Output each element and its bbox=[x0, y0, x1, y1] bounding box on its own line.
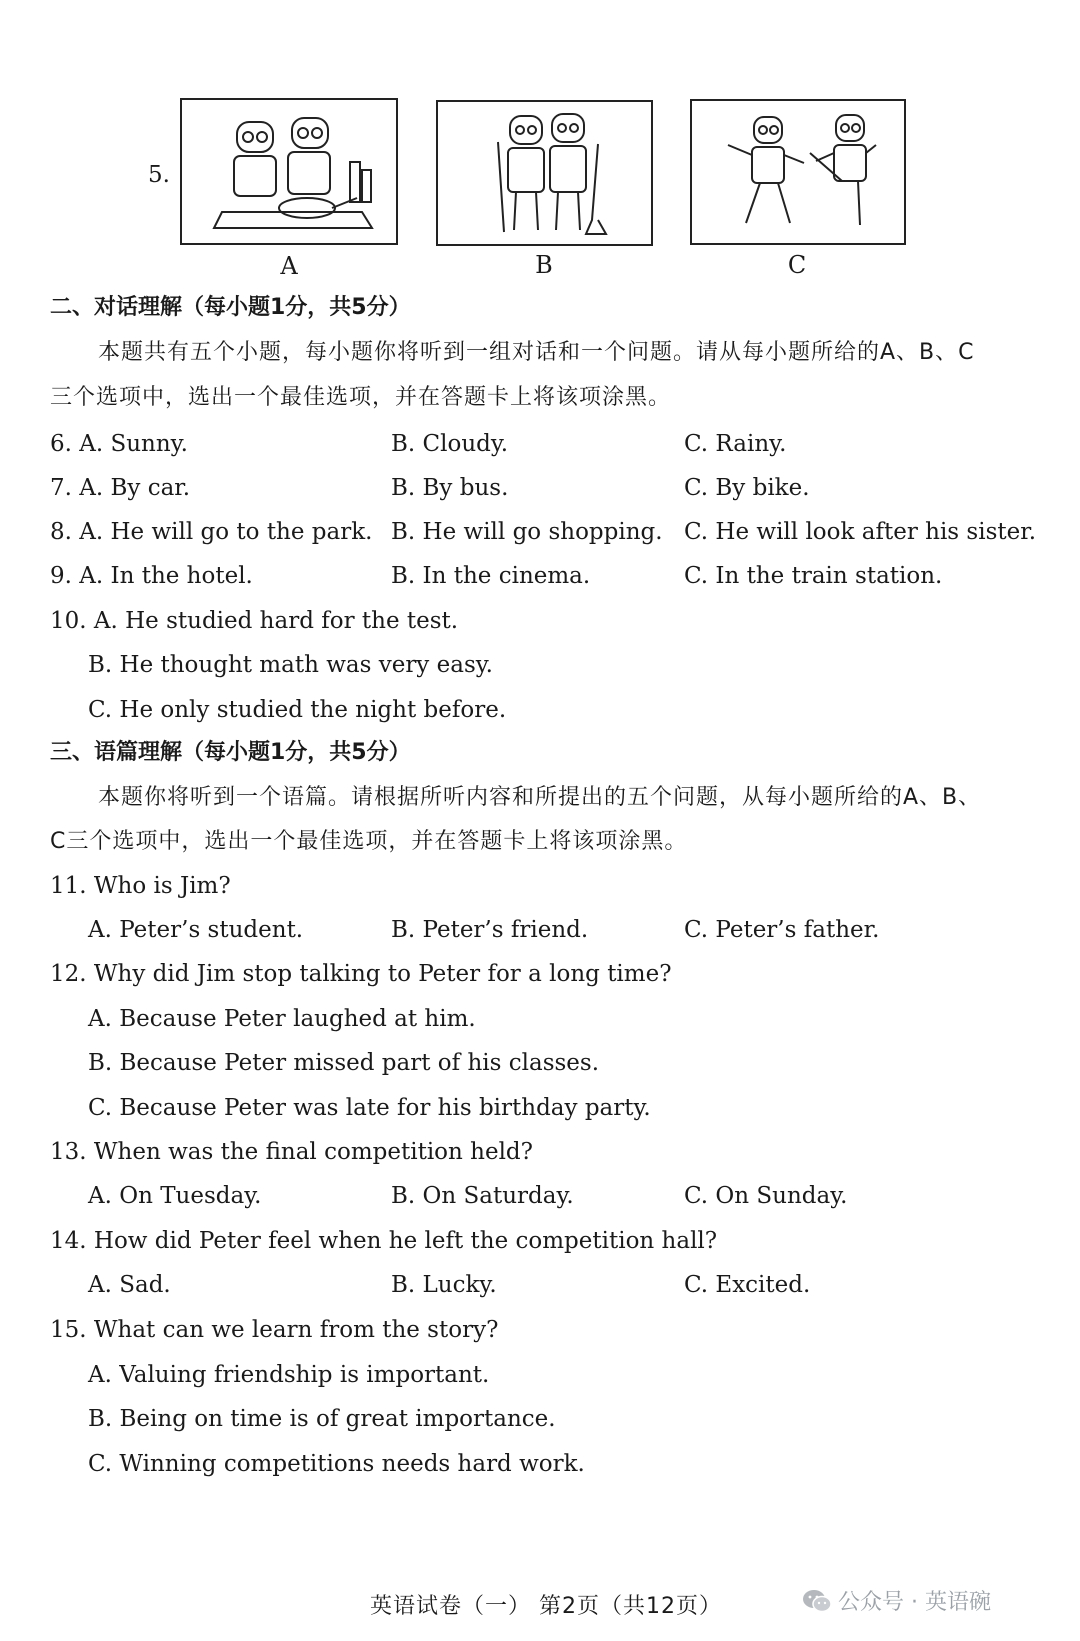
q7-option-c: C. By bike. bbox=[684, 475, 810, 501]
q12-option-b: B. Because Peter missed part of his classes. bbox=[88, 1050, 600, 1076]
q13-option-b: B. On Saturday. bbox=[391, 1183, 574, 1209]
q10-option-b: B. He thought math was very easy. bbox=[88, 652, 493, 678]
q6-option-a: 6. A. Sunny. bbox=[50, 431, 188, 457]
section2-instruction-1: 本题共有五个小题，每小题你将听到一组对话和一个问题。请从每小题所给的A、B、C bbox=[98, 340, 975, 365]
wechat-icon bbox=[802, 1588, 832, 1614]
q14-option-b: B. Lucky. bbox=[391, 1272, 497, 1298]
robots-cooking-illustration bbox=[182, 100, 396, 243]
q5-number: 5. bbox=[148, 162, 170, 188]
q13-option-c: C. On Sunday. bbox=[684, 1183, 848, 1209]
q15-stem: 15. What can we learn from the story? bbox=[50, 1317, 499, 1343]
q13-stem: 13. When was the final competition held? bbox=[50, 1139, 533, 1165]
q11-stem: 11. Who is Jim? bbox=[50, 873, 231, 899]
q11-option-c: C. Peter’s father. bbox=[684, 917, 880, 943]
q9-option-b: B. In the cinema. bbox=[391, 563, 591, 589]
q11-option-b: B. Peter’s friend. bbox=[391, 917, 589, 943]
page-footer: 英语试卷（一） 第2页（共12页） bbox=[370, 1594, 722, 1619]
q14-stem: 14. How did Peter feel when he left the competition hall? bbox=[50, 1228, 718, 1254]
section3-heading: 三、语篇理解（每小题1分，共5分） bbox=[50, 740, 411, 765]
watermark-text: 公众号 · 英语碗 bbox=[838, 1590, 991, 1615]
q6-option-b: B. Cloudy. bbox=[391, 431, 509, 457]
watermark bbox=[802, 1585, 991, 1616]
q14-option-a: A. Sad. bbox=[88, 1272, 171, 1298]
q12-option-a: A. Because Peter laughed at him. bbox=[88, 1006, 476, 1032]
robots-cleaning-illustration bbox=[438, 102, 651, 244]
q7-option-a: 7. A. By car. bbox=[50, 475, 191, 501]
q15-option-c: C. Winning competitions needs hard work. bbox=[88, 1451, 585, 1477]
q5-image-a bbox=[180, 98, 398, 245]
q13-option-a: A. On Tuesday. bbox=[88, 1183, 262, 1209]
q5-image-b bbox=[436, 100, 653, 246]
section2-heading: 二、对话理解（每小题1分，共5分） bbox=[50, 295, 411, 320]
q15-option-a: A. Valuing friendship is important. bbox=[88, 1362, 490, 1388]
robots-kungfu-illustration bbox=[692, 101, 904, 243]
q10-option-a: 10. A. He studied hard for the test. bbox=[50, 608, 459, 634]
q8-option-b: B. He will go shopping. bbox=[391, 519, 663, 545]
q7-option-b: B. By bus. bbox=[391, 475, 509, 501]
q9-option-c: C. In the train station. bbox=[684, 563, 943, 589]
q5-label-c: C bbox=[787, 251, 807, 279]
q5-label-a: A bbox=[280, 252, 298, 280]
section3-instruction-2: C三个选项中，选出一个最佳选项，并在答题卡上将该项涂黑。 bbox=[50, 829, 688, 854]
q11-option-a: A. Peter’s student. bbox=[88, 917, 304, 943]
section3-instruction-1: 本题你将听到一个语篇。请根据所听内容和所提出的五个问题，从每小题所给的A、B、 bbox=[98, 785, 982, 810]
q6-option-c: C. Rainy. bbox=[684, 431, 787, 457]
q12-stem: 12. Why did Jim stop talking to Peter for a long time? bbox=[50, 961, 672, 987]
q15-option-b: B. Being on time is of great importance. bbox=[88, 1406, 556, 1432]
q5-label-b: B bbox=[535, 251, 553, 279]
section2-instruction-2: 三个选项中，选出一个最佳选项，并在答题卡上将该项涂黑。 bbox=[50, 385, 672, 410]
q8-option-c: C. He will look after his sister. bbox=[684, 519, 1037, 545]
q14-option-c: C. Excited. bbox=[684, 1272, 811, 1298]
q10-option-c: C. He only studied the night before. bbox=[88, 697, 507, 723]
q5-image-c bbox=[690, 99, 906, 245]
q8-option-a: 8. A. He will go to the park. bbox=[50, 519, 373, 545]
q9-option-a: 9. A. In the hotel. bbox=[50, 563, 253, 589]
q12-option-c: C. Because Peter was late for his birthday party. bbox=[88, 1095, 651, 1121]
